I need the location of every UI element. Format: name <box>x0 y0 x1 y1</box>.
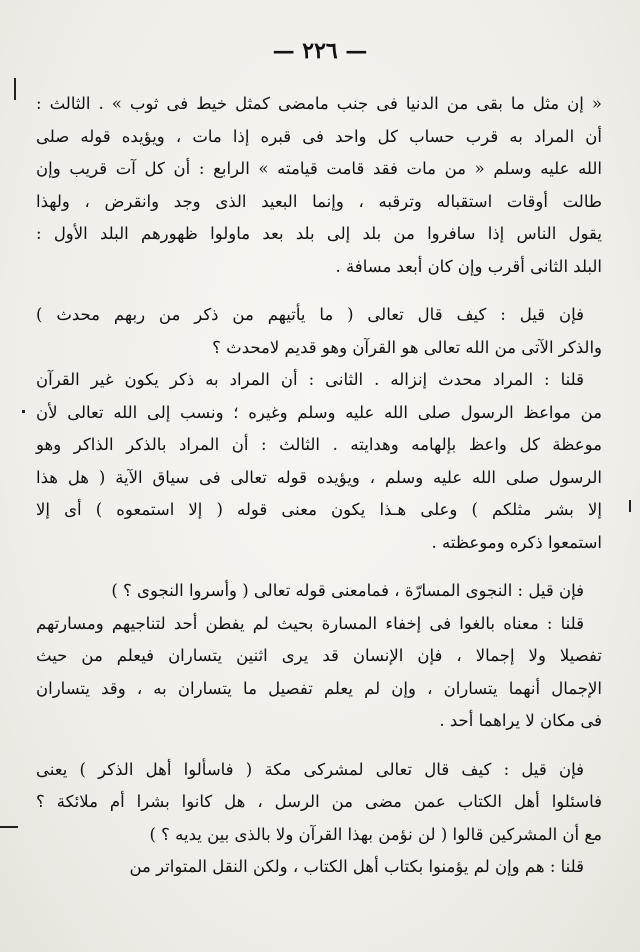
text-line: فإن قيل : كيف قال تعالى لمشركى مكة ( فاسألوا أهل الذكر ) يعنى <box>36 759 584 779</box>
paragraph <box>36 299 602 364</box>
text-line: « إن مثل ما بقى من الدنيا فى جنب مامضى كمثل خيط فى ثوب » . الثالث : <box>36 94 602 113</box>
margin-ink-mark <box>0 826 18 828</box>
page-number: — ٢٢٦ — <box>272 38 368 64</box>
paragraph <box>36 754 602 852</box>
text-line: طالت أوقات استقباله وترقبه ، وإنما البعيد الذى وجد وانقرض ، ولهذا <box>36 191 602 211</box>
text-line: قلنا : هم وإن لم يؤمنوا بكتاب أهل الكتاب ، ولكن النقل المتواتر من <box>129 857 584 876</box>
text-line: تفصيلا ولا إجمالا ، فإن الإنسان قد يرى اثنين يتساران فيعلم من حيث <box>36 646 602 665</box>
margin-ink-mark <box>22 410 25 413</box>
margin-ink-mark <box>629 500 631 512</box>
text-line: يقول الناس إذا سافروا من بلد إلى بلد بعد ماولوا ظهورهم البلد الأول : <box>36 224 602 243</box>
text-line: فإن قيل : النجوى المسارّة ، فمامعنى قوله تعالى ( وأسروا النجوى ؟ ) <box>111 581 584 600</box>
paragraph <box>36 364 602 559</box>
text-line: قلنا : معناه بالغوا فى إخفاء المسارة بحيث لم يفطن أحد لتناجيهم ومسارتهم <box>36 613 584 633</box>
paragraph <box>36 575 602 608</box>
text-line: من مواعظ الرسول صلى الله عليه وسلم وغيره ؛ ونسب إلى الله تعالى لأن <box>36 402 602 422</box>
text-line: أن المراد به قرب حساب كل واحد فى قبره إذا مات ، ويؤيده قوله صلى <box>36 126 602 146</box>
margin-ink-mark <box>14 78 16 100</box>
text-line: موعظة كل واعظ بإلهامه وهدايته . الثالث : أن المراد بالذكر الذاكر وهو <box>36 435 602 454</box>
paragraph <box>36 608 602 738</box>
text-line: الله عليه وسلم « من مات فقد قامت قيامته » الرابع : أن كل آت قريب وإن <box>36 159 602 178</box>
paragraph <box>36 88 602 283</box>
text-line: إلا بشر مثلكم ) وعلى هـذا يكون معنى قوله ( إلا استمعوه ) أى إلا <box>36 500 602 519</box>
text-line: الإجمال أنهما يتساران ، وإن لم يعلم تفصيل ما يتساران به ، وقد يتساران <box>36 678 602 698</box>
text-line: مع أن المشركين قالوا ( لن نؤمن بهذا القرآن ولا بالذى بين يديه ؟ ) <box>149 824 602 844</box>
text-line: فى مكان لا يراهما أحد . <box>439 711 602 730</box>
text-line: الرسول صلى الله عليه وسلم ، ويؤيده قوله تعالى فى سياق الآية ( هل هذا <box>36 467 602 487</box>
text-line: فإن قيل : كيف قال تعالى ( ما يأتيهم من ذكر من ربهم محدث ) <box>36 305 584 324</box>
text-line: فاسئلوا أهل الكتاب عمن مضى من الرسل ، هل كانوا بشرا أم ملائكة ؟ <box>36 792 602 811</box>
text-line: والذكر الآتى من الله تعالى هو القرآن وهو قديم لامحدث ؟ <box>212 337 602 357</box>
text-line: البلد الثانى أقرب وإن كان أبعد مسافة . <box>335 256 602 276</box>
body-text <box>36 88 602 884</box>
text-line: قلنا : المراد محدث إنزاله . الثانى : أن المراد به ذكر يكون غير القرآن <box>36 370 584 389</box>
paragraph <box>36 851 602 884</box>
text-line: استمعوا ذكره وموعظته . <box>431 532 602 552</box>
